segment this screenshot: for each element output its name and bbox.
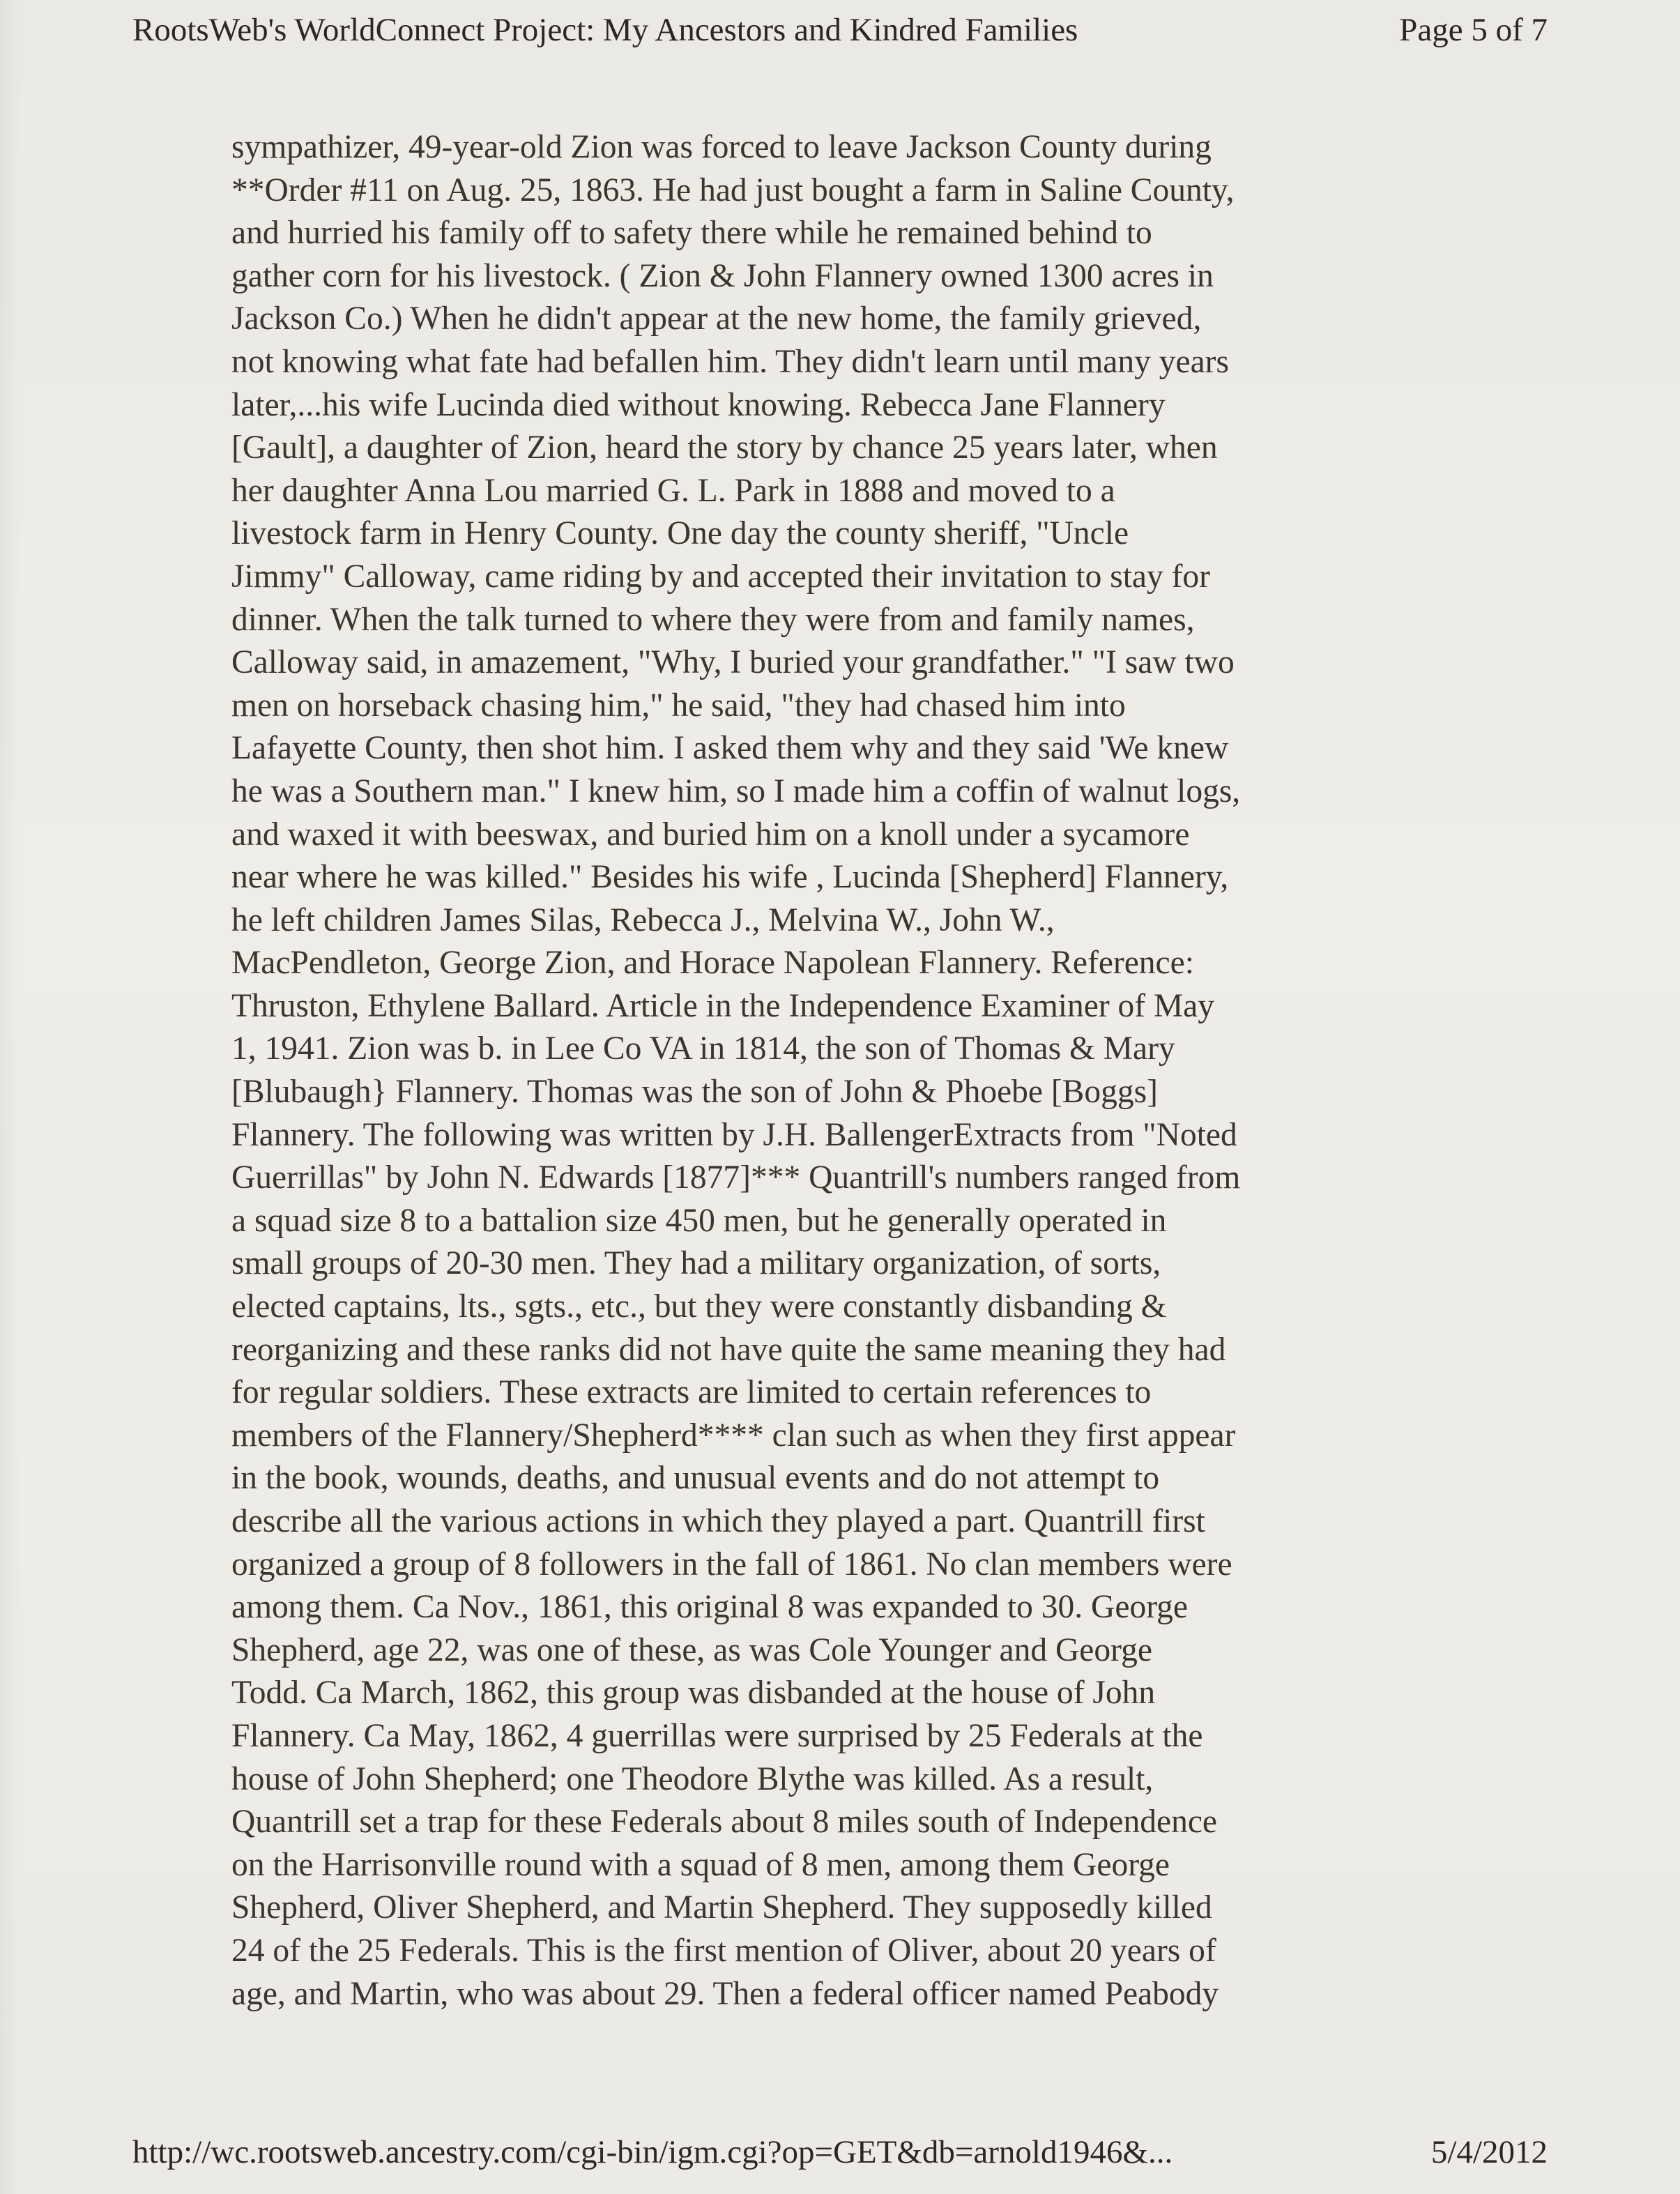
body-line: in the book, wounds, deaths, and unusual events and do not attempt to [231, 1460, 1160, 1497]
body-line: not knowing what fate had befallen him. They didn't learn until many years [231, 343, 1229, 380]
body-line: on the Harrisonville round with a squad of 8 men, among them George [231, 1846, 1170, 1883]
body-line: sympathizer, 49-year-old Zion was forced to leave Jackson County during [231, 129, 1212, 165]
body-line: Thruston, Ethylene Ballard. Article in the Independence Examiner of May [231, 987, 1215, 1024]
body-line: **Order #11 on Aug. 25, 1863. He had just bought a farm in Saline County, [231, 172, 1235, 208]
body-line: gather corn for his livestock. ( Zion & John Flannery owned 1300 acres in [231, 257, 1214, 294]
body-line: MacPendleton, George Zion, and Horace Napolean Flannery. Reference: [231, 945, 1194, 982]
footer-date: 5/4/2012 [1430, 2134, 1548, 2170]
body-line: near where he was killed." Besides his wife , Lucinda [Shepherd] Flannery, [231, 859, 1229, 896]
body-line: elected captains, lts., sgts., etc., but they were constantly disbanding & [231, 1288, 1167, 1325]
body-line: small groups of 20-30 men. They had a military organization, of sorts, [231, 1245, 1161, 1282]
body-line: he was a Southern man." I knew him, so I made him a coffin of walnut logs, [231, 772, 1241, 809]
body-line: men on horseback chasing him," he said, "they had chased him into [231, 687, 1126, 724]
body-line: Jimmy" Calloway, came riding by and accepted their invitation to stay for [231, 558, 1210, 595]
body-line: Flannery. The following was written by J.H. BallengerExtracts from "Noted [231, 1116, 1237, 1153]
body-line: among them. Ca Nov., 1861, this original 8 was expanded to 30. George [231, 1589, 1188, 1626]
body-line: Shepherd, Oliver Shepherd, and Martin Shepherd. They supposedly killed [231, 1889, 1212, 1926]
body-line: Flannery. Ca May, 1862, 4 guerrillas were surprised by 25 Federals at the [231, 1717, 1203, 1754]
body-line: members of the Flannery/Shepherd**** clan such as when they first appear [231, 1417, 1236, 1454]
body-line: [Blubaugh} Flannery. Thomas was the son of John & Phoebe [Boggs] [231, 1074, 1158, 1111]
body-line: Jackson Co.) When he didn't appear at the new home, the family grieved, [231, 300, 1202, 337]
footer-url: http://wc.rootsweb.ancestry.com/cgi-bin/igm.cgi?op=GET&db=arnold1946&... [132, 2134, 1173, 2170]
body-line: house of John Shepherd; one Theodore Blythe was killed. As a result, [231, 1760, 1154, 1797]
body-line: 24 of the 25 Federals. This is the first mention of Oliver, about 20 years of [231, 1932, 1216, 1969]
page-header [132, 6, 1548, 54]
body-line: he left children James Silas, Rebecca J., Melvina W., John W., [231, 901, 1055, 938]
body-line: her daughter Anna Lou married G. L. Park in 1888 and moved to a [231, 472, 1115, 509]
header-title: RootsWeb's WorldConnect Project: My Ancestors and Kindred Families [132, 12, 1078, 48]
body-line: and waxed it with beeswax, and buried him on a knoll under a sycamore [231, 816, 1190, 853]
body-line: livestock farm in Henry County. One day the county sheriff, "Uncle [231, 515, 1129, 552]
body-line: Todd. Ca March, 1862, this group was disbanded at the house of John [231, 1675, 1156, 1712]
page-footer [132, 2128, 1548, 2177]
body-line: Shepherd, age 22, was one of these, as was Cole Younger and George [231, 1631, 1152, 1668]
body-line: and hurried his family off to safety there while he remained behind to [231, 215, 1152, 252]
body-line: dinner. When the talk turned to where they were from and family names, [231, 601, 1195, 638]
body-line: Guerrillas" by John N. Edwards [1877]*** Quantrill's numbers ranged from [231, 1159, 1241, 1196]
body-line: Quantrill set a trap for these Federals about 8 miles south of Independence [231, 1804, 1218, 1841]
body-line: organized a group of 8 followers in the fall of 1861. No clan members were [231, 1546, 1232, 1583]
body-line: [Gault], a daughter of Zion, heard the story by chance 25 years later, when [231, 429, 1218, 466]
body-line: later,...his wife Lucinda died without knowing. Rebecca Jane Flannery [231, 386, 1166, 423]
body-line: for regular soldiers. These extracts are limited to certain references to [231, 1374, 1152, 1411]
body-line: age, and Martin, who was about 29. Then a federal officer named Peabody [231, 1975, 1219, 2012]
page-edge-shadow [0, 0, 21, 2194]
body-line: Lafayette County, then shot him. I asked them why and they said 'We knew [231, 730, 1229, 767]
body-line: Calloway said, in amazement, "Why, I buried your grandfather." "I saw two [231, 644, 1235, 681]
body-text [231, 126, 1458, 2016]
body-line: describe all the various actions in which they played a part. Quantrill first [231, 1503, 1205, 1539]
header-page-number: Page 5 of 7 [1399, 12, 1548, 48]
body-line: reorganizing and these ranks did not have quite the same meaning they had [231, 1331, 1226, 1368]
body-line: 1, 1941. Zion was b. in Lee Co VA in 1814, the son of Thomas & Mary [231, 1030, 1175, 1067]
body-line: a squad size 8 to a battalion size 450 men, but he generally operated in [231, 1202, 1167, 1239]
